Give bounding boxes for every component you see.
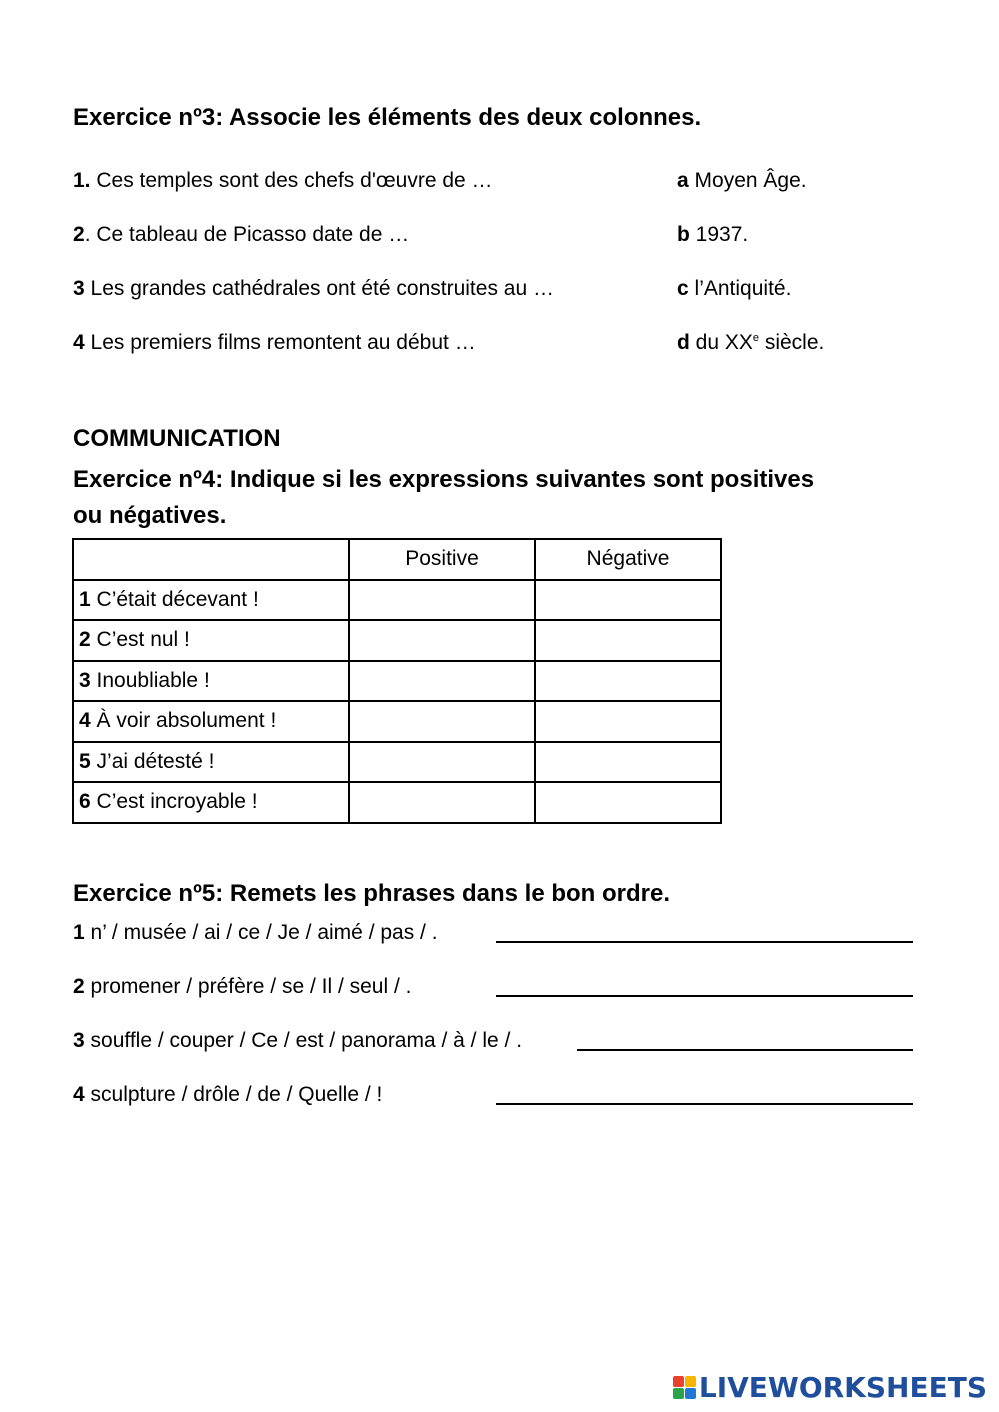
- logo-square-green: [673, 1388, 684, 1399]
- expression-cell: 3 Inoubliable !: [73, 661, 349, 702]
- negative-answer-cell[interactable]: [535, 661, 721, 702]
- ex5-item-1: 1 n’ / musée / ai / ce / Je / aimé / pas / .: [73, 921, 438, 944]
- ex3-right-item-a: a Moyen Âge.: [677, 169, 807, 192]
- negative-answer-cell[interactable]: [535, 782, 721, 823]
- table-row: [73, 701, 721, 742]
- ex3-left-item-2: 2. Ce tableau de Picasso date de …: [73, 223, 410, 246]
- ex5-item-4: 4 sculpture / drôle / de / Quelle / !: [73, 1083, 383, 1106]
- logo-text: LIVEWORKSHEETS: [698, 1371, 987, 1404]
- exercise-4-title-line-1: Exercice nº4: Indique si les expressions suivantes sont positives: [73, 466, 815, 493]
- logo-square-blue: [685, 1388, 696, 1399]
- expression-cell: 1 C’était décevant !: [73, 580, 349, 621]
- exercise-5-title: Exercice nº5: Remets les phrases dans le bon ordre.: [73, 880, 671, 907]
- expression-cell: 5 J’ai détesté !: [73, 742, 349, 783]
- ex3-right-item-d: d du XXe siècle.: [677, 331, 825, 354]
- header-empty-cell: [73, 539, 349, 580]
- table-row: [73, 782, 721, 823]
- negative-answer-cell[interactable]: [535, 742, 721, 783]
- ex3-right-item-c: c l’Antiquité.: [677, 277, 792, 300]
- ex5-item-2: 2 promener / préfère / se / Il / seul / .: [73, 975, 412, 998]
- positive-answer-cell[interactable]: [349, 782, 535, 823]
- table-row: [73, 580, 721, 621]
- table-row: [73, 620, 721, 661]
- negative-answer-cell[interactable]: [535, 620, 721, 661]
- ex3-left-item-3: 3 Les grandes cathédrales ont été construites au …: [73, 277, 554, 300]
- exercise-4-title-line-2: ou négatives.: [73, 502, 227, 529]
- expressions-table: [72, 538, 722, 824]
- ex5-answer-blank-3[interactable]: [577, 1049, 913, 1051]
- header-positive: Positive: [349, 539, 535, 580]
- positive-answer-cell[interactable]: [349, 661, 535, 702]
- ex3-right-item-b: b 1937.: [677, 223, 749, 246]
- liveworksheets-logo-icon: [673, 1376, 696, 1399]
- ex5-item-3: 3 souffle / couper / Ce / est / panorama / à / le / .: [73, 1029, 523, 1052]
- ex5-answer-blank-2[interactable]: [496, 995, 913, 997]
- liveworksheets-logo: [673, 1371, 987, 1404]
- expression-cell: 6 C’est incroyable !: [73, 782, 349, 823]
- negative-answer-cell[interactable]: [535, 580, 721, 621]
- header-negative: Négative: [535, 539, 721, 580]
- section-communication-title: COMMUNICATION: [73, 425, 281, 452]
- ex5-answer-blank-4[interactable]: [496, 1103, 913, 1105]
- negative-answer-cell[interactable]: [535, 701, 721, 742]
- table-row: [73, 661, 721, 702]
- ex5-answer-blank-1[interactable]: [496, 941, 913, 943]
- table-row: [73, 742, 721, 783]
- table-header-row: [73, 539, 721, 580]
- positive-answer-cell[interactable]: [349, 701, 535, 742]
- expression-cell: 2 C’est nul !: [73, 620, 349, 661]
- exercise-3-title: Exercice nº3: Associe les éléments des deux colonnes.: [73, 104, 702, 131]
- positive-answer-cell[interactable]: [349, 742, 535, 783]
- positive-answer-cell[interactable]: [349, 620, 535, 661]
- expression-cell: 4 À voir absolument !: [73, 701, 349, 742]
- logo-square-yellow: [685, 1376, 696, 1387]
- logo-square-red: [673, 1376, 684, 1387]
- ex3-left-item-4: 4 Les premiers films remontent au début …: [73, 331, 476, 354]
- positive-answer-cell[interactable]: [349, 580, 535, 621]
- ex3-left-item-1: 1. Ces temples sont des chefs d'œuvre de …: [73, 169, 493, 192]
